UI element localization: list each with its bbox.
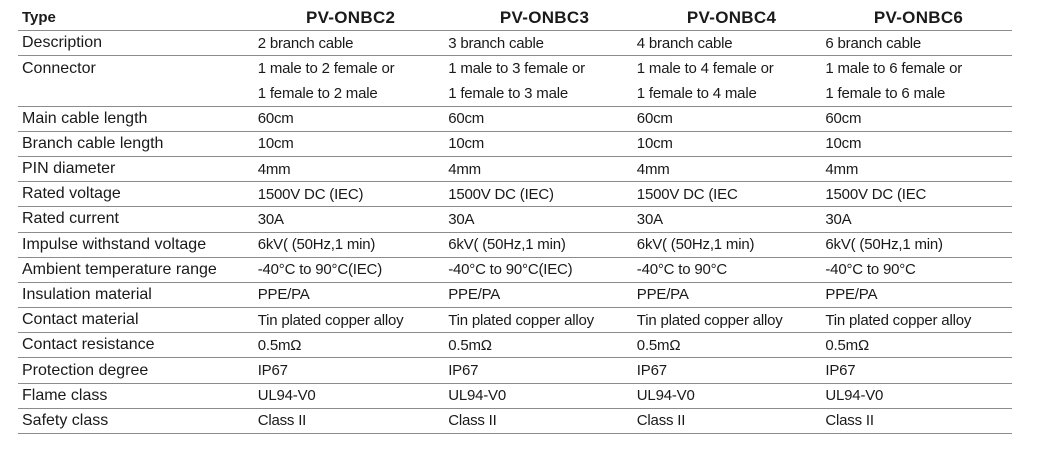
table-row	[18, 233, 1012, 258]
row-value: Class II	[448, 412, 497, 430]
row-label: Rated voltage	[22, 185, 121, 203]
row-value: Tin plated copper alloy	[257, 311, 404, 329]
row-label: Safety class	[22, 411, 109, 429]
type-header: Type	[22, 9, 56, 26]
row-value: PPE/PA	[636, 286, 689, 304]
table-row	[18, 308, 1012, 333]
row-value: 1 male to 4 female or	[636, 60, 774, 78]
row-label: Flame class	[22, 386, 108, 404]
row-value: 1 female to 2 male	[257, 84, 378, 102]
model-header-pv-onbc4: PV-ONBC4	[686, 7, 777, 27]
model-header-pv-onbc3: PV-ONBC3	[499, 7, 590, 27]
row-value: -40°C to 90°C(IEC)	[448, 261, 573, 279]
table-row	[18, 182, 1012, 207]
table-row	[18, 333, 1012, 358]
row-value: -40°C to 90°C(IEC)	[257, 261, 382, 279]
row-label: Rated current	[22, 210, 119, 228]
row-value: IP67	[448, 362, 479, 380]
row-value: 10cm	[448, 135, 485, 153]
table-row	[18, 283, 1012, 308]
table-row	[18, 358, 1012, 383]
table-row	[18, 409, 1012, 434]
row-value: UL94-V0	[825, 387, 884, 405]
row-value: 2 branch cable	[257, 34, 354, 52]
row-value: -40°C to 90°C	[825, 261, 916, 279]
row-label: Protection degree	[22, 361, 149, 379]
row-label: Impulse withstand voltage	[22, 235, 207, 253]
row-value: Tin plated copper alloy	[448, 311, 594, 329]
row-value: -40°C to 90°C	[636, 261, 728, 279]
header-row	[18, 5, 1012, 31]
row-value: 60cm	[825, 110, 862, 128]
row-value: 10cm	[636, 135, 673, 153]
row-value: 1500V DC (IEC)	[448, 185, 554, 203]
row-value: 60cm	[636, 110, 673, 128]
row-value: 1 male to 6 female or	[825, 60, 963, 78]
row-value: 0.5mΩ	[636, 336, 681, 354]
row-label: Insulation material	[22, 285, 152, 303]
row-value: Tin plated copper alloy	[636, 311, 783, 329]
row-value: IP67	[636, 362, 667, 380]
row-label: Ambient temperature range	[22, 260, 217, 278]
row-value: 30A	[257, 210, 284, 228]
table-row	[18, 157, 1012, 182]
row-value: 6 branch cable	[825, 34, 921, 52]
row-value: UL94-V0	[257, 387, 316, 405]
row-value: PPE/PA	[448, 286, 501, 304]
row-value: 1 female to 6 male	[825, 84, 946, 102]
row-label: Contact resistance	[22, 336, 155, 354]
row-value: 30A	[448, 210, 475, 228]
row-value: 3 branch cable	[448, 34, 544, 52]
row-value: 60cm	[257, 110, 294, 128]
row-label: Connector	[22, 59, 96, 77]
row-label: Main cable length	[22, 109, 148, 127]
row-label: Branch cable length	[22, 134, 164, 152]
row-value: Class II	[636, 412, 686, 430]
table-row	[18, 132, 1012, 157]
row-value: 6kV( (50Hz,1 min)	[448, 236, 566, 254]
row-value: 1 male to 3 female or	[448, 60, 585, 78]
row-value: PPE/PA	[257, 286, 310, 304]
row-value: UL94-V0	[448, 387, 507, 405]
row-value: 30A	[636, 210, 663, 228]
row-label: Contact material	[22, 311, 139, 329]
table-row	[18, 384, 1012, 409]
table-row	[18, 56, 1012, 81]
table-row	[18, 81, 1012, 106]
row-value: 60cm	[448, 110, 485, 128]
row-value: 0.5mΩ	[825, 336, 869, 354]
row-value: 1500V DC (IEC	[636, 185, 738, 203]
row-value: 10cm	[257, 135, 294, 153]
spec-table	[18, 5, 1012, 434]
row-value: IP67	[825, 362, 856, 380]
row-value: Class II	[825, 412, 874, 430]
table-row	[18, 258, 1012, 283]
row-value: 1 male to 2 female or	[257, 60, 395, 78]
row-value: 6kV( (50Hz,1 min)	[636, 236, 755, 254]
table-row	[18, 207, 1012, 232]
row-label: Description	[22, 34, 103, 52]
table-row	[18, 107, 1012, 132]
row-value: 6kV( (50Hz,1 min)	[825, 236, 943, 254]
row-value: PPE/PA	[825, 286, 878, 304]
row-value: 1500V DC (IEC)	[257, 185, 364, 203]
row-value: 4mm	[257, 160, 291, 178]
row-value: 1500V DC (IEC	[825, 185, 927, 203]
row-value: 0.5mΩ	[257, 336, 302, 354]
row-value: 1 female to 3 male	[448, 84, 569, 102]
row-value: 30A	[825, 210, 852, 228]
row-value: IP67	[257, 362, 288, 380]
row-label: PIN diameter	[22, 160, 116, 178]
model-header-pv-onbc6: PV-ONBC6	[873, 7, 964, 27]
row-value: 4mm	[636, 160, 670, 178]
model-header-pv-onbc2: PV-ONBC2	[305, 7, 396, 27]
row-value: 1 female to 4 male	[636, 84, 757, 102]
table-body	[18, 31, 1012, 434]
row-value: 4 branch cable	[636, 34, 733, 52]
row-value: Class II	[257, 412, 307, 430]
row-value: 0.5mΩ	[448, 336, 492, 354]
row-value: UL94-V0	[636, 387, 695, 405]
row-value: 10cm	[825, 135, 862, 153]
row-value: 6kV( (50Hz,1 min)	[257, 236, 376, 254]
row-value: Tin plated copper alloy	[825, 311, 972, 329]
table-row	[18, 31, 1012, 56]
row-value: 4mm	[825, 160, 859, 178]
row-value: 4mm	[448, 160, 481, 178]
